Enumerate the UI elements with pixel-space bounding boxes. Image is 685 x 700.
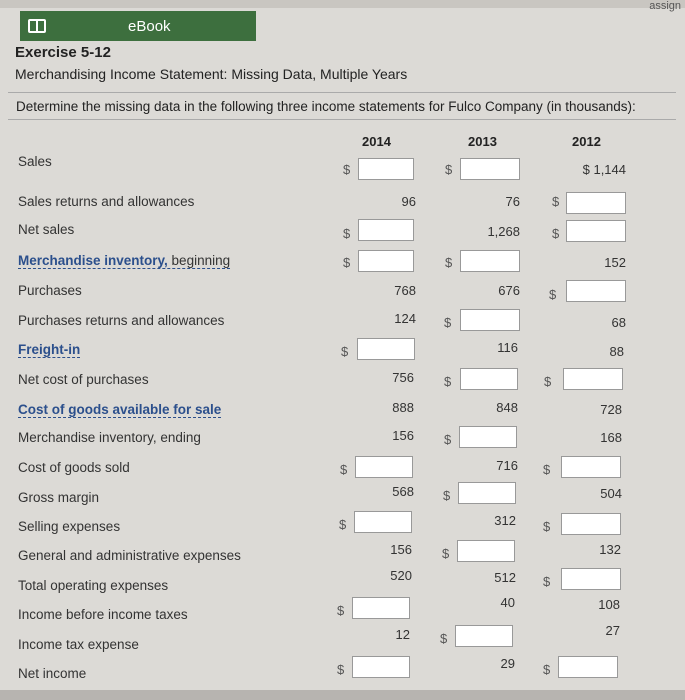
row-freight-in [0,336,685,365]
row-cogs-available [0,396,685,425]
net-income-2012-input[interactable] [558,656,618,678]
row-selling-exp [0,513,685,542]
net-sales-2014-input[interactable] [358,219,414,241]
dollar-sign: $ [543,462,551,477]
purchases-2014-value: 768 [394,283,416,298]
selling-2013-value: 312 [494,513,516,528]
purchases-2012-input[interactable] [566,280,626,302]
dollar-sign: $ [445,255,453,270]
net-cost-2012-input[interactable] [563,368,623,390]
ibt-2012-value: 108 [598,597,620,612]
row-net-sales [0,216,685,245]
net-cost-2014-value: 756 [392,370,414,385]
dollar-sign: $ [445,162,453,177]
cogs-2012-input[interactable] [561,456,621,478]
dollar-sign: $ [341,344,349,359]
dollar-sign: $ [444,432,452,447]
label-ga-exp: General and administrative expenses [18,548,241,563]
label-selling-exp: Selling expenses [18,519,121,534]
year-2012-header: 2012 [572,134,601,149]
tax-2013-input[interactable] [455,625,513,647]
ebook-bar[interactable] [20,11,256,41]
label-sales: Sales [18,154,52,169]
dollar-sign: $ [337,603,345,618]
cogs-avail-2012-value: 728 [600,402,622,417]
label-freight-in-link[interactable]: Freight-in [18,342,81,357]
dollar-sign: $ [343,226,351,241]
dollar-sign: $ [543,519,551,534]
top-strip [0,0,685,8]
ebook-label: eBook [128,17,171,35]
dollar-sign: $ [552,226,560,241]
label-purchases-returns: Purchases returns and allowances [18,313,225,328]
dollar-sign: $ [442,546,450,561]
dollar-sign: $ [444,315,452,330]
dollar-sign: $ [340,462,348,477]
sales-returns-2012-input[interactable] [566,192,626,214]
exercise-title: Exercise 5-12 [15,44,111,61]
ibt-2013-value: 40 [500,595,515,610]
row-merch-begin [0,247,685,276]
merch-begin-link-text[interactable]: Merchandise inventory, [18,253,168,268]
row-gross-margin [0,484,685,513]
dollar-sign: $ [337,662,345,677]
label-merch-end: Merchandise inventory, ending [18,430,201,445]
merch-begin-2014-input[interactable] [358,250,414,272]
sales-returns-2014-value: 96 [401,194,416,209]
dollar-sign: $ [543,574,551,589]
merch-end-2013-input[interactable] [459,426,517,448]
purchases-returns-2012-value: 68 [611,315,626,330]
cogs-avail-2014-value: 888 [392,400,414,415]
gross-margin-2013-input[interactable] [458,482,516,504]
merch-begin-rest-text: beginning [167,253,231,268]
ibt-2014-input[interactable] [352,597,410,619]
dollar-sign: $ [343,162,351,177]
row-net-cost-purchases [0,366,685,395]
sales-2014-input[interactable] [358,158,414,180]
dollar-sign: $ [544,374,552,389]
book-icon [28,19,46,33]
purchases-2013-value: 676 [498,283,520,298]
bottom-strip [0,690,685,700]
tax-2012-value: 27 [605,623,620,638]
label-merch-begin-link[interactable] [18,253,230,269]
merch-begin-2012-value: 152 [604,255,626,270]
dollar-sign: $ [549,287,557,302]
net-sales-2013-value: 1,268 [487,224,520,239]
ga-2012-value: 132 [599,542,621,557]
merch-begin-2013-input[interactable] [460,250,520,272]
sales-2012-value: $ 1,144 [582,162,626,177]
label-sales-returns: Sales returns and allowances [18,194,195,209]
label-income-before-tax: Income before income taxes [18,607,188,622]
total-opex-2014-value: 520 [390,568,412,583]
label-purchases: Purchases [18,283,82,298]
row-sales [0,154,685,183]
label-cogs: Cost of goods sold [18,460,130,475]
instruction-text: Determine the missing data in the following three income statements for Fulco Company (in thousands): [8,92,676,120]
row-sales-returns [0,188,685,217]
cogs-2014-input[interactable] [355,456,413,478]
sales-returns-2013-value: 76 [505,194,520,209]
freight-in-2014-input[interactable] [357,338,415,360]
gross-margin-2012-value: 504 [600,486,622,501]
dollar-sign: $ [443,488,451,503]
merch-end-2012-value: 168 [600,430,622,445]
row-purchases-returns [0,307,685,336]
tax-2014-value: 12 [395,627,410,642]
year-2013-header: 2013 [468,134,497,149]
total-opex-2012-input[interactable] [561,568,621,590]
dollar-sign: $ [552,194,560,209]
cogs-2013-value: 716 [496,458,518,473]
label-gross-margin: Gross margin [18,490,100,505]
dollar-sign: $ [543,662,551,677]
dollar-sign: $ [343,255,351,270]
sales-2013-input[interactable] [460,158,520,180]
label-net-cost-purchases: Net cost of purchases [18,372,149,387]
net-cost-2013-input[interactable] [460,368,518,390]
purchases-returns-2013-input[interactable] [460,309,520,331]
freight-in-2012-value: 88 [609,344,624,359]
gross-margin-2014-value: 568 [392,484,414,499]
ga-2014-value: 156 [390,542,412,557]
label-total-opex: Total operating expenses [18,578,169,593]
top-right-text: assign [649,0,681,12]
selling-2012-input[interactable] [561,513,621,535]
freight-in-2013-value: 116 [497,340,518,355]
net-income-2013-value: 29 [500,656,515,671]
label-tax-expense: Income tax expense [18,637,139,652]
row-net-income [0,656,685,689]
purchases-returns-2014-value: 124 [394,311,416,326]
total-opex-2013-value: 512 [494,570,516,585]
merch-end-2014-value: 156 [392,428,414,443]
row-merch-end [0,424,685,453]
row-ga-exp [0,542,685,571]
dollar-sign: $ [440,631,448,646]
label-net-income: Net income [18,666,87,681]
selling-2014-input[interactable] [354,511,412,533]
label-net-sales: Net sales [18,222,75,237]
ga-2013-input[interactable] [457,540,515,562]
net-income-2014-input[interactable] [352,656,410,678]
label-cogs-available-link[interactable]: Cost of goods available for sale [18,402,222,417]
year-2014-header: 2014 [362,134,391,149]
net-sales-2012-input[interactable] [566,220,626,242]
exercise-subtitle: Merchandising Income Statement: Missing Data, Multiple Years [15,66,408,82]
row-cogs [0,454,685,483]
dollar-sign: $ [339,517,347,532]
dollar-sign: $ [444,374,452,389]
row-purchases [0,277,685,306]
cogs-avail-2013-value: 848 [496,400,518,415]
